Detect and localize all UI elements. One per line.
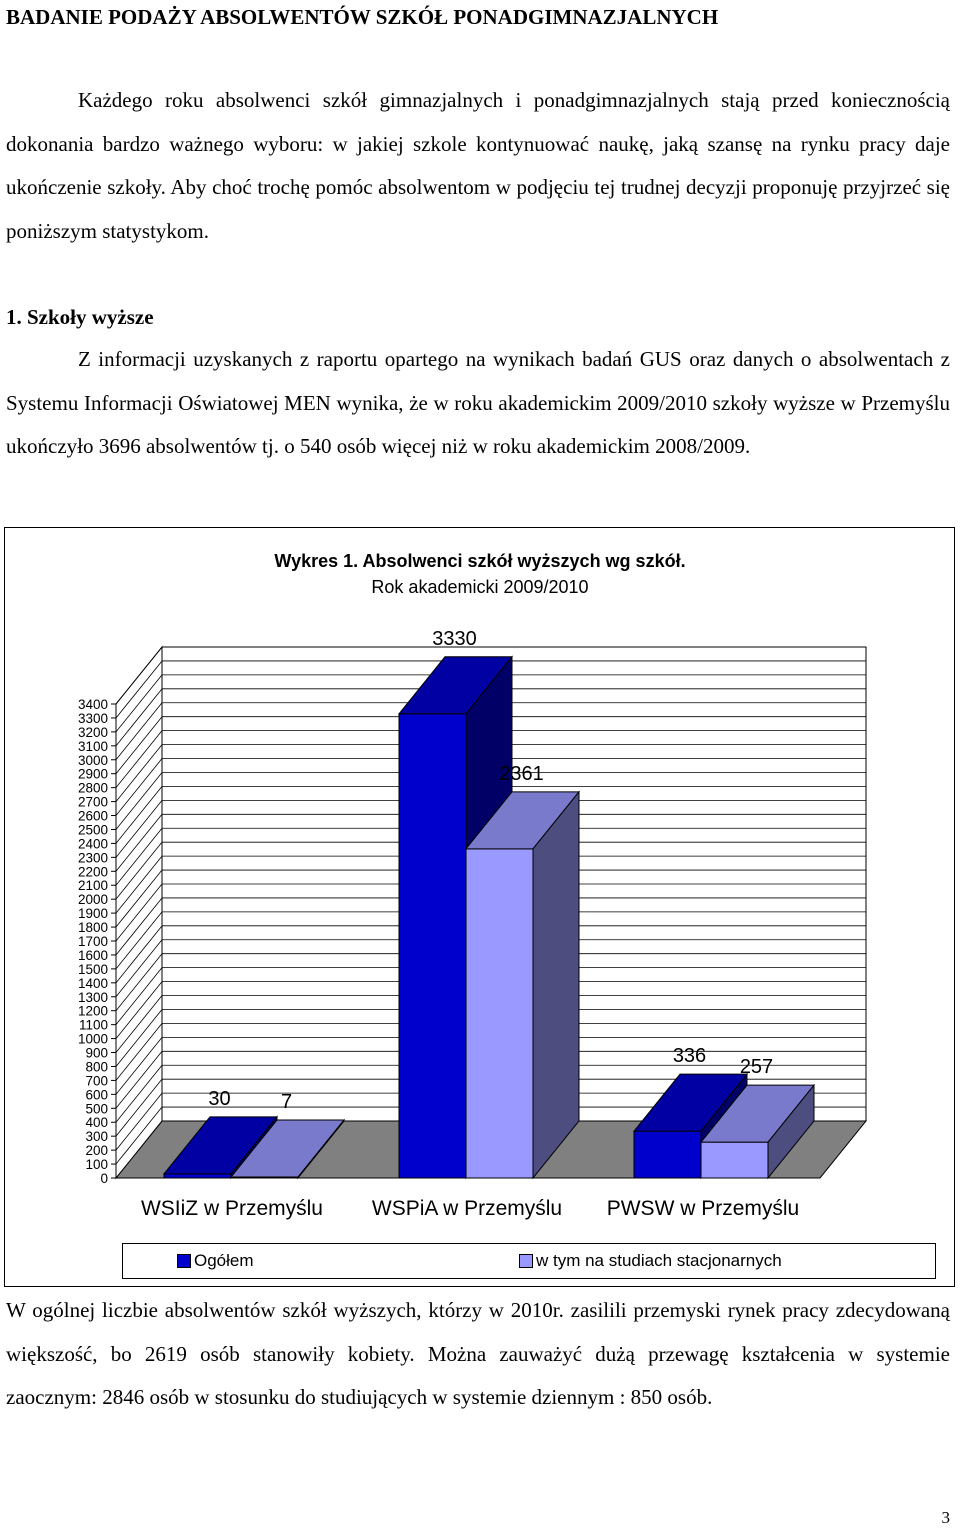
y-tick-label: 1300 xyxy=(77,989,108,1005)
y-tick-label: 2900 xyxy=(77,766,108,782)
legend-label-ogolem: Ogółem xyxy=(194,1251,254,1270)
bar-side xyxy=(533,792,579,1178)
bar-front xyxy=(701,1142,768,1178)
y-tick-label: 2600 xyxy=(77,808,108,824)
y-tick-label: 2000 xyxy=(77,892,108,908)
y-tick-label: 300 xyxy=(85,1129,108,1145)
bar-front xyxy=(164,1174,231,1178)
data-label: 30 xyxy=(208,1087,231,1110)
y-tick-label: 900 xyxy=(85,1045,108,1061)
section-heading: 1. Szkoły wyższe xyxy=(6,305,154,329)
y-tick-label: 500 xyxy=(85,1101,108,1117)
bar-chart xyxy=(0,600,960,1240)
y-tick-label: 3100 xyxy=(77,738,108,754)
y-tick-label: 2800 xyxy=(77,780,108,796)
section-paragraph: Z informacji uzyskanych z raportu opartego na wynikach badań GUS oraz danych o absolwentach z Systemu Informacji Oświatowej MEN wynika, że w roku akademickim 2009/2010 szkoły wyższe w Przemyślu ukończyło 3696 absolwentów tj. o 540 osób więcej niż w roku akademickim 2008/2009. xyxy=(6,347,950,458)
bar-front xyxy=(634,1131,701,1178)
chart-title: Wykres 1. Absolwenci szkół wyższych wg szkół. xyxy=(274,551,686,571)
legend-item-stacjonarne xyxy=(519,1251,782,1271)
data-label: 336 xyxy=(672,1045,707,1068)
y-tick-label: 0 xyxy=(100,1171,108,1186)
y-tick-label: 3000 xyxy=(77,752,108,768)
legend-swatch-stacjonarne xyxy=(519,1254,533,1268)
chart-subtitle: Rok akademicki 2009/2010 xyxy=(371,577,589,597)
y-tick-label: 600 xyxy=(85,1087,108,1103)
data-label: 257 xyxy=(739,1056,774,1079)
y-tick-label: 2700 xyxy=(77,794,108,810)
y-tick-label: 1700 xyxy=(77,934,108,949)
y-tick-label: 2200 xyxy=(77,864,108,880)
legend-label-stacjonarne: w tym na studiach stacjonarnych xyxy=(536,1251,782,1270)
y-tick-label: 2300 xyxy=(77,850,108,866)
bar-front xyxy=(466,849,533,1178)
closing-paragraph: W ogólnej liczbie absolwentów szkół wyższych, którzy w 2010r. zasilili przemyski rynek pracy zdecydowaną większość, bo 2619 osób stanowiły kobiety. Można zauważyć dużą przewagę kształcenia w systemie zaocznym: 2846 osób w stosunku do studiujących w systemie dziennym : 850 osób. xyxy=(6,1298,950,1409)
y-tick-label: 2500 xyxy=(77,822,108,838)
y-tick-label: 1100 xyxy=(78,1017,108,1033)
y-tick-label: 3400 xyxy=(77,697,108,712)
y-tick-label: 1800 xyxy=(77,920,108,936)
x-tick-label: WSPiA w Przemyślu xyxy=(371,1197,563,1220)
y-tick-label: 3200 xyxy=(77,724,108,740)
y-tick-label: 2400 xyxy=(77,836,108,852)
chart-legend xyxy=(122,1243,936,1279)
y-tick-label: 800 xyxy=(85,1059,108,1075)
y-tick-label: 1600 xyxy=(77,947,108,963)
page-number: 3 xyxy=(941,1508,950,1527)
y-tick-label: 1200 xyxy=(77,1003,108,1019)
x-tick-label: WSIiZ w Przemyślu xyxy=(140,1197,324,1220)
intro-paragraph: Każdego roku absolwenci szkół gimnazjalnych i ponadgimnazjalnych stają przed koniecznością dokonania bardzo ważnego wyboru: w jakiej szkole kontynuować naukę, jaką szansę na rynku pracy daje ukończenie szkoły. Aby choć trochę pomóc absolwentom w podjęciu tej trudnej decyzji proponuję przyjrzeć się poniższym statystykom. xyxy=(6,88,950,243)
y-tick-label: 100 xyxy=(85,1157,108,1173)
y-tick-label: 1000 xyxy=(77,1031,108,1047)
y-tick-label: 2100 xyxy=(77,878,108,894)
y-tick-label: 700 xyxy=(85,1073,108,1089)
y-tick-label: 1500 xyxy=(77,961,108,977)
y-tick-label: 1400 xyxy=(77,975,108,991)
y-tick-label: 3300 xyxy=(77,710,108,726)
legend-swatch-ogolem xyxy=(177,1254,191,1268)
bar-front xyxy=(399,714,466,1178)
data-label: 7 xyxy=(280,1091,293,1114)
legend-item-ogolem xyxy=(177,1251,254,1271)
data-label: 3330 xyxy=(432,627,477,650)
y-tick-label: 1900 xyxy=(77,906,108,922)
data-label: 2361 xyxy=(499,762,544,785)
page-title: BADANIE PODAŻY ABSOLWENTÓW SZKÓŁ PONADGIMNAZJALNYCH xyxy=(6,5,719,29)
y-tick-label: 400 xyxy=(85,1115,108,1131)
x-tick-label: PWSW w Przemyślu xyxy=(606,1197,800,1220)
y-tick-label: 200 xyxy=(85,1143,108,1159)
